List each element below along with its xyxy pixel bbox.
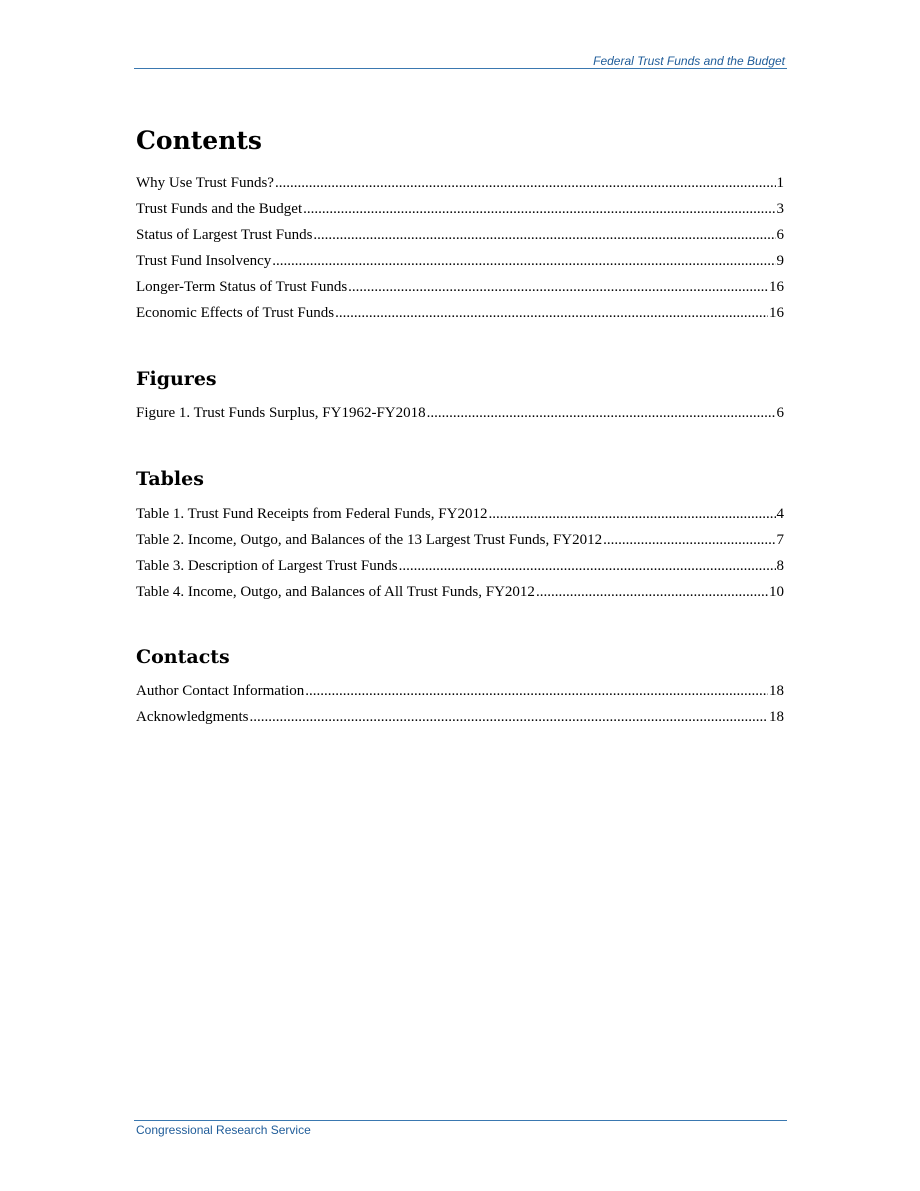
toc-leader-dots (536, 583, 768, 601)
toc-entry-label: Status of Largest Trust Funds (136, 227, 313, 243)
toc-entry-label: Table 2. Income, Outgo, and Balances of the 13 Largest Trust Funds, FY2012 (136, 532, 603, 548)
toc-leader-dots (272, 252, 775, 270)
contacts-list (136, 682, 784, 734)
toc-entry-page: 18 (769, 683, 784, 699)
toc-entry-page: 8 (776, 558, 784, 574)
toc-entry-page: 7 (776, 532, 784, 548)
toc-leader-dots (399, 557, 776, 575)
toc-entry-page: 6 (776, 227, 784, 243)
toc-entry[interactable] (136, 531, 784, 557)
toc-leader-dots (303, 200, 775, 218)
toc-entry-page: 3 (776, 201, 784, 217)
toc-entry-page: 16 (769, 279, 784, 295)
toc-entry[interactable] (136, 226, 784, 252)
toc-leader-dots (427, 404, 776, 422)
toc-entry-label: Why Use Trust Funds? (136, 175, 274, 191)
toc-entry[interactable] (136, 404, 784, 430)
toc-entry-label: Economic Effects of Trust Funds (136, 305, 335, 321)
contents-heading: Contents (136, 126, 263, 155)
toc-entry-page: 1 (776, 175, 784, 191)
toc-entry-page: 10 (769, 584, 784, 600)
toc-entry-label: Table 3. Description of Largest Trust Funds (136, 558, 398, 574)
toc-entry-label: Table 4. Income, Outgo, and Balances of All Trust Funds, FY2012 (136, 584, 535, 600)
toc-entry-page: 16 (769, 305, 784, 321)
toc-leader-dots (488, 505, 775, 523)
toc-entry-page: 4 (776, 506, 784, 522)
toc-leader-dots (335, 304, 768, 322)
toc-entry[interactable] (136, 252, 784, 278)
toc-entry-label: Trust Funds and the Budget (136, 201, 303, 217)
contents-list (136, 174, 784, 330)
header-divider (134, 68, 787, 69)
toc-entry[interactable] (136, 583, 784, 609)
toc-leader-dots (348, 278, 768, 296)
toc-entry[interactable] (136, 682, 784, 708)
toc-entry-page: 18 (769, 709, 784, 725)
tables-list (136, 505, 784, 609)
toc-entry[interactable] (136, 708, 784, 734)
contacts-heading: Contacts (136, 646, 230, 668)
footer-organization: Congressional Research Service (136, 1123, 311, 1137)
toc-entry[interactable] (136, 278, 784, 304)
toc-leader-dots (275, 174, 776, 192)
footer-divider (134, 1120, 787, 1121)
toc-entry-label: Figure 1. Trust Funds Surplus, FY1962-FY2018 (136, 405, 426, 421)
toc-entry-page: 6 (776, 405, 784, 421)
toc-leader-dots (249, 708, 768, 726)
toc-entry-page: 9 (776, 253, 784, 269)
toc-leader-dots (603, 531, 775, 549)
toc-entry[interactable] (136, 304, 784, 330)
toc-leader-dots (305, 682, 768, 700)
toc-entry[interactable] (136, 200, 784, 226)
figures-list (136, 404, 784, 430)
toc-entry-label: Acknowledgments (136, 709, 249, 725)
toc-leader-dots (313, 226, 775, 244)
tables-heading: Tables (136, 468, 204, 490)
figures-heading: Figures (136, 368, 217, 390)
toc-entry[interactable] (136, 505, 784, 531)
running-header: Federal Trust Funds and the Budget (593, 54, 785, 68)
toc-entry-label: Table 1. Trust Fund Receipts from Federal Funds, FY2012 (136, 506, 488, 522)
toc-entry-label: Author Contact Information (136, 683, 305, 699)
toc-entry[interactable] (136, 174, 784, 200)
toc-entry-label: Longer-Term Status of Trust Funds (136, 279, 348, 295)
toc-entry-label: Trust Fund Insolvency (136, 253, 272, 269)
toc-entry[interactable] (136, 557, 784, 583)
